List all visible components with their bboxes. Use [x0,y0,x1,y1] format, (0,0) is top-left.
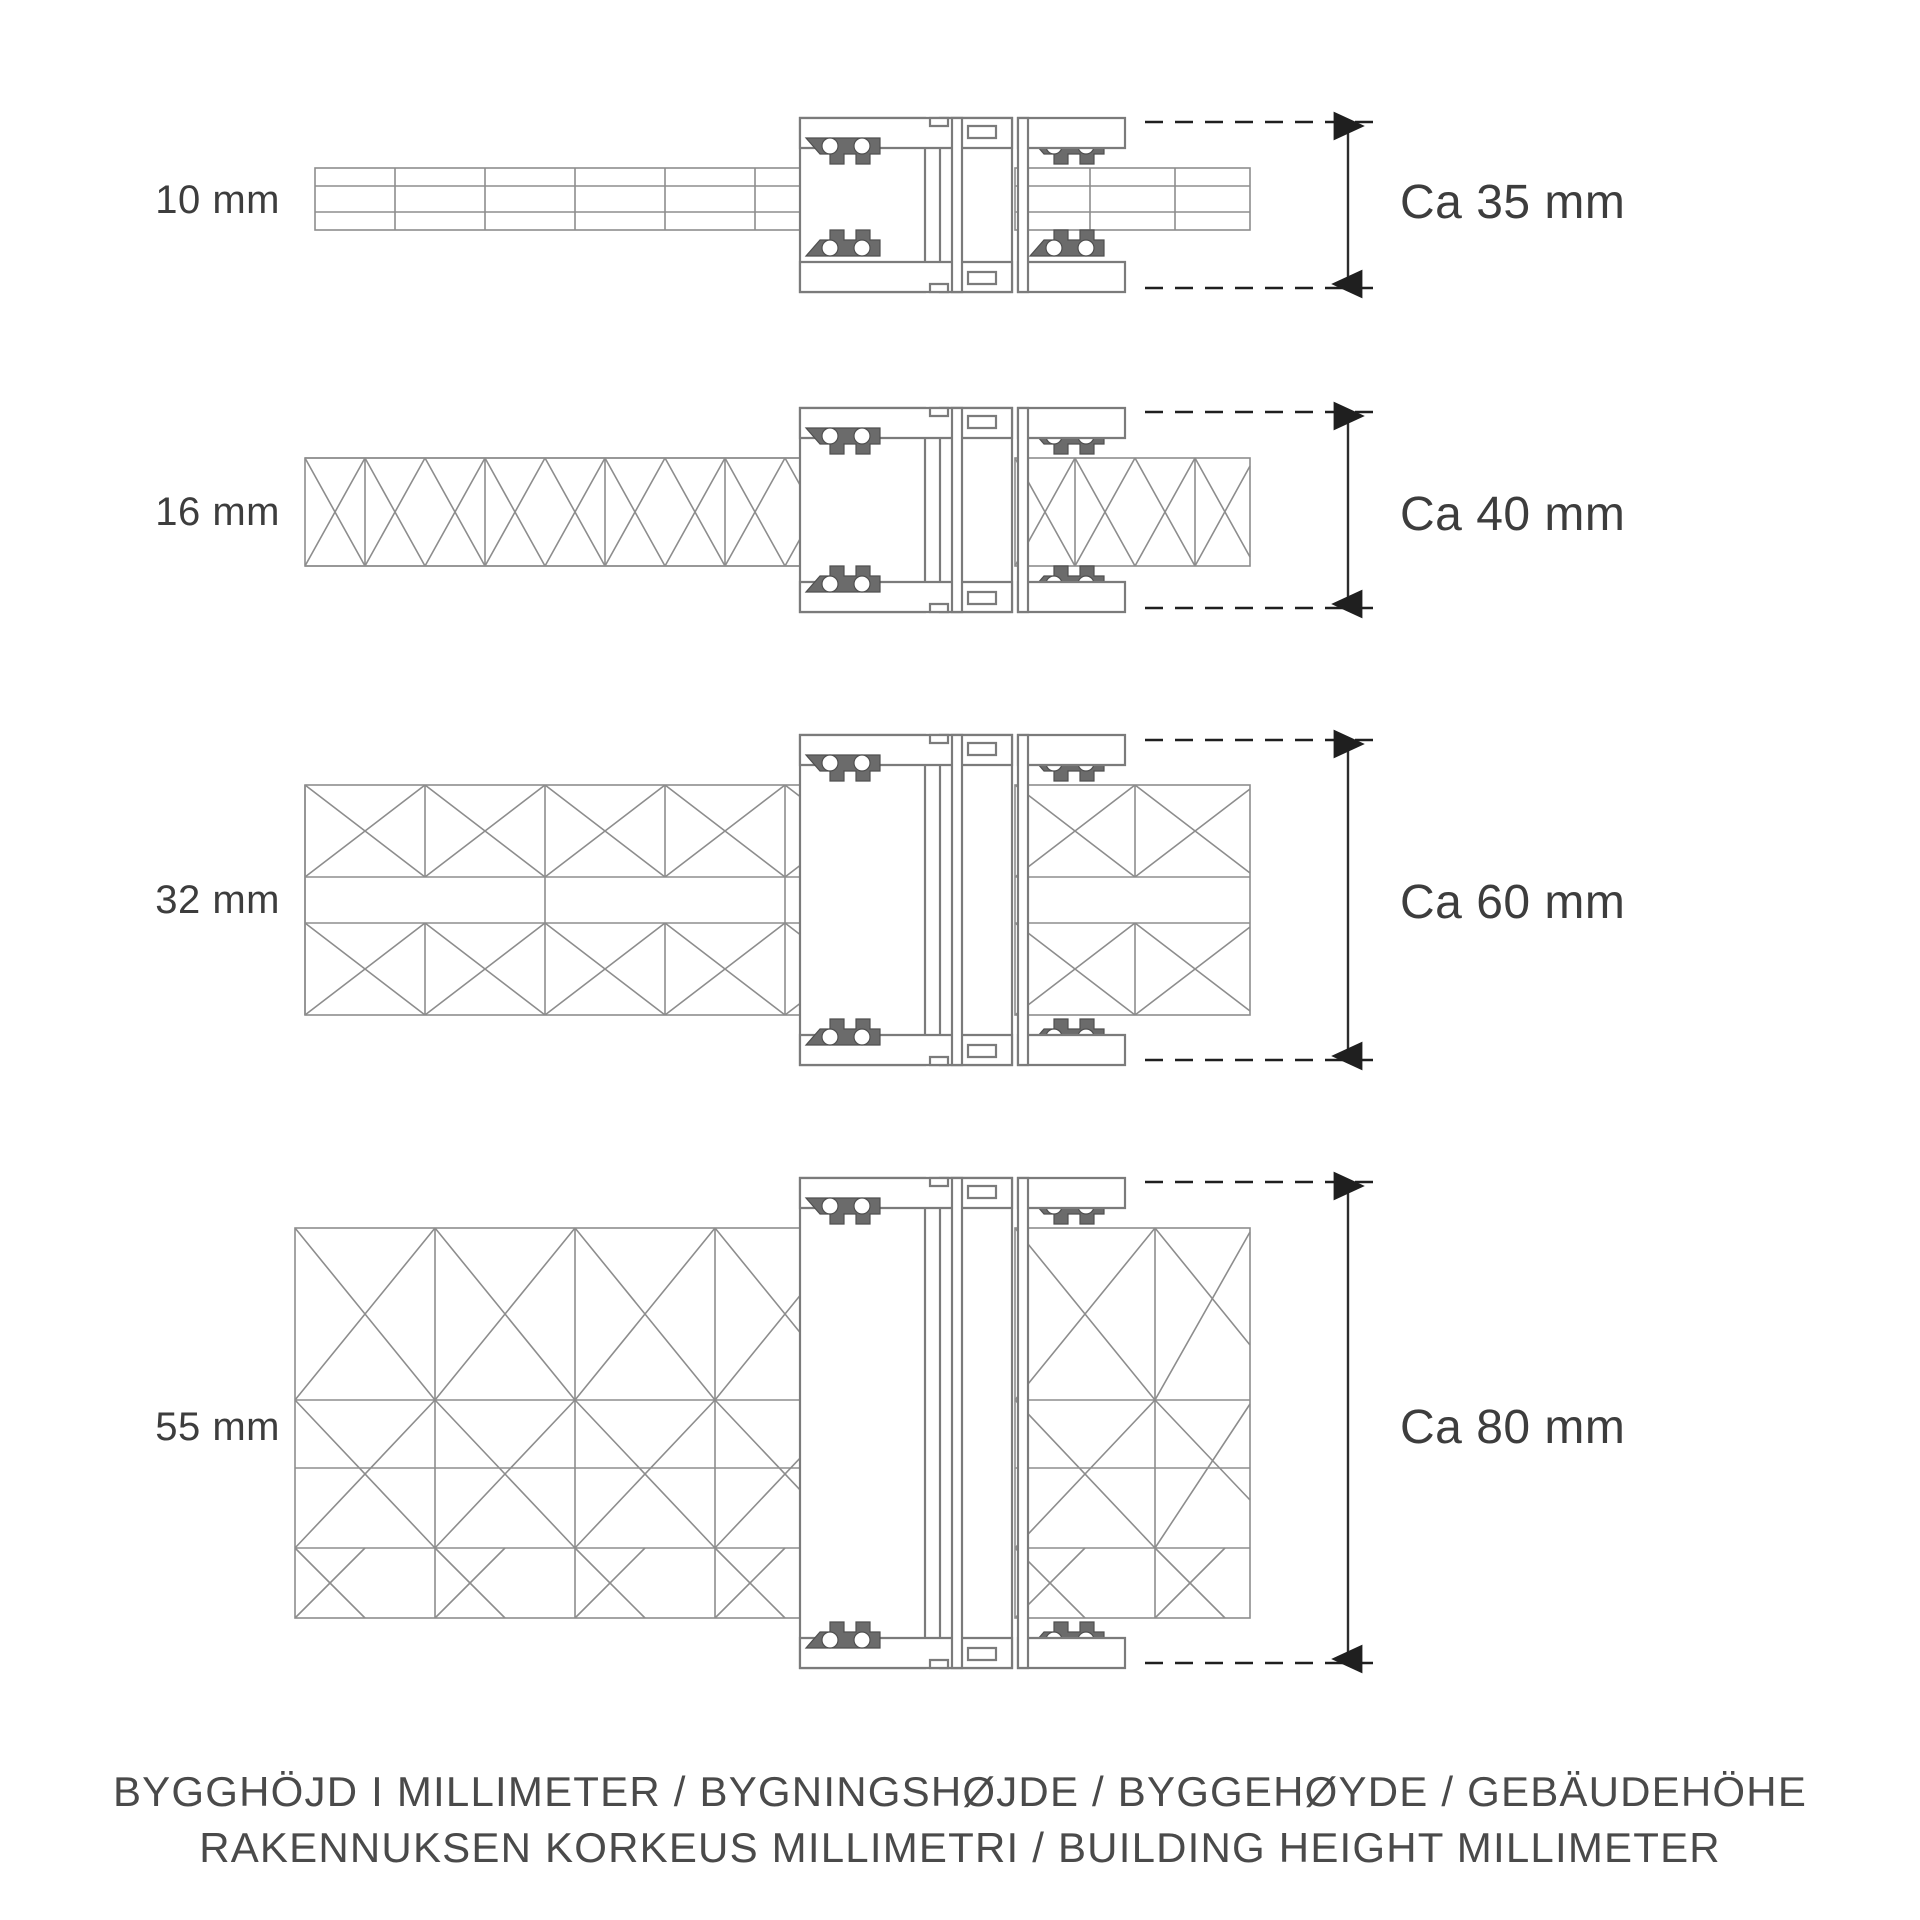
panel-thickness-label-55mm: 55 mm [155,1405,280,1449]
build-height-label-55mm: Ca 80 mm [1400,1401,1626,1454]
caption-line-2: RAKENNUKSEN KORKEUS MILLIMETRI / BUILDING HEIGHT MILLIMETER [199,1824,1721,1871]
panel-right-55mm [1015,1228,1250,1618]
row-32mm [305,735,1385,1065]
panel-thickness-label-16mm: 16 mm [155,490,280,534]
panel-right-32mm [1015,785,1250,1015]
row-55mm [295,1178,1385,1668]
dimension-16mm [1145,412,1385,608]
caption-line-1: BYGGHÖJD I MILLIMETER / BYGNINGSHØJDE / BYGGEHØYDE / GEBÄUDEHÖHE [112,1768,1808,1815]
row-10mm [315,118,1385,292]
gasket-icon [1030,230,1104,256]
dimension-55mm [1145,1182,1385,1663]
dimension-10mm [1145,122,1385,288]
build-height-label-10mm: Ca 35 mm [1400,176,1626,229]
build-height-label-16mm: Ca 40 mm [1400,488,1626,541]
panel-thickness-label-10mm: 10 mm [155,178,280,222]
panel-right-16mm [1015,458,1250,566]
clamping-profile-55mm [800,1178,1125,1668]
clamping-profile-16mm [800,408,1125,612]
build-height-label-32mm: Ca 60 mm [1400,876,1626,929]
row-16mm [305,408,1385,612]
panel-thickness-label-32mm: 32 mm [155,878,280,922]
clamping-profile-10mm [800,118,1125,292]
dimension-32mm [1145,740,1385,1060]
panel-right-10mm [1015,168,1250,230]
